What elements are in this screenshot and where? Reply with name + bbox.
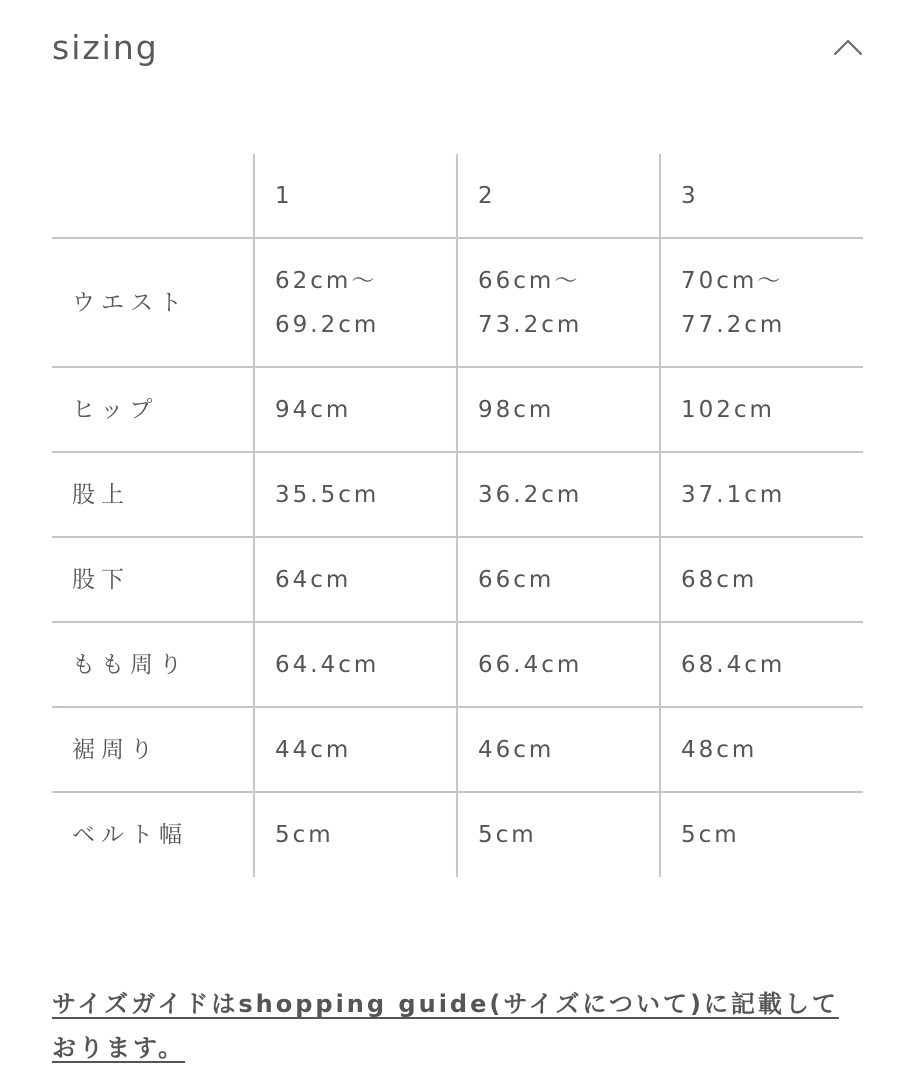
table-cell: 94cm xyxy=(254,367,457,452)
chevron-up-icon[interactable] xyxy=(832,32,864,64)
cell-value-line: 70cm〜 xyxy=(681,267,784,294)
table-cell: 44cm xyxy=(254,707,457,792)
table-row xyxy=(52,622,863,707)
table-cell xyxy=(660,238,863,367)
table-cell: 68cm xyxy=(660,537,863,622)
table-row xyxy=(52,537,863,622)
table-cell: 36.2cm xyxy=(457,452,660,537)
table-cell: 68.4cm xyxy=(660,622,863,707)
cell-value-line: 77.2cm xyxy=(681,311,786,338)
table-cell: 64.4cm xyxy=(254,622,457,707)
table-row xyxy=(52,367,863,452)
table-cell: 102cm xyxy=(660,367,863,452)
section-title: sizing xyxy=(52,28,159,67)
table-cell: 46cm xyxy=(457,707,660,792)
table-cell: 48cm xyxy=(660,707,863,792)
row-label: 股下 xyxy=(72,566,130,593)
table-header-row xyxy=(52,154,863,238)
table-cell: 5cm xyxy=(457,792,660,877)
cell-value-line: 73.2cm xyxy=(478,311,583,338)
table-row xyxy=(52,792,863,877)
row-label: ベルト幅 xyxy=(72,822,188,848)
table-cell: 66cm xyxy=(457,537,660,622)
table-cell xyxy=(457,238,660,367)
size-table xyxy=(52,154,863,877)
table-cell: 5cm xyxy=(660,792,863,877)
table-cell: 5cm xyxy=(254,792,457,877)
table-cell xyxy=(254,238,457,367)
shopping-guide-link[interactable]: サイズガイドはshopping guide(サイズについて)に記載しております。 xyxy=(52,990,839,1062)
row-label: 裾周り xyxy=(72,736,159,763)
cell-value-line: 62cm〜 xyxy=(275,267,378,294)
row-label: 股上 xyxy=(72,481,130,508)
cell-value-line: 66cm〜 xyxy=(478,267,581,294)
table-cell: 66.4cm xyxy=(457,622,660,707)
sizing-section-header[interactable] xyxy=(52,24,864,72)
header-cell-size-1: 1 xyxy=(254,154,457,238)
header-cell-size-2: 2 xyxy=(457,154,660,238)
table-row xyxy=(52,238,863,367)
table-cell: 64cm xyxy=(254,537,457,622)
cell-value-line: 69.2cm xyxy=(275,311,380,338)
row-label: もも周り xyxy=(72,651,188,678)
row-label: ウエスト xyxy=(72,289,188,316)
table-row xyxy=(52,452,863,537)
row-label: ヒップ xyxy=(72,396,159,423)
table-row xyxy=(52,707,863,792)
table-cell: 98cm xyxy=(457,367,660,452)
header-cell-empty xyxy=(52,154,254,238)
table-cell: 37.1cm xyxy=(660,452,863,537)
table-cell: 35.5cm xyxy=(254,452,457,537)
header-cell-size-3: 3 xyxy=(660,154,863,238)
